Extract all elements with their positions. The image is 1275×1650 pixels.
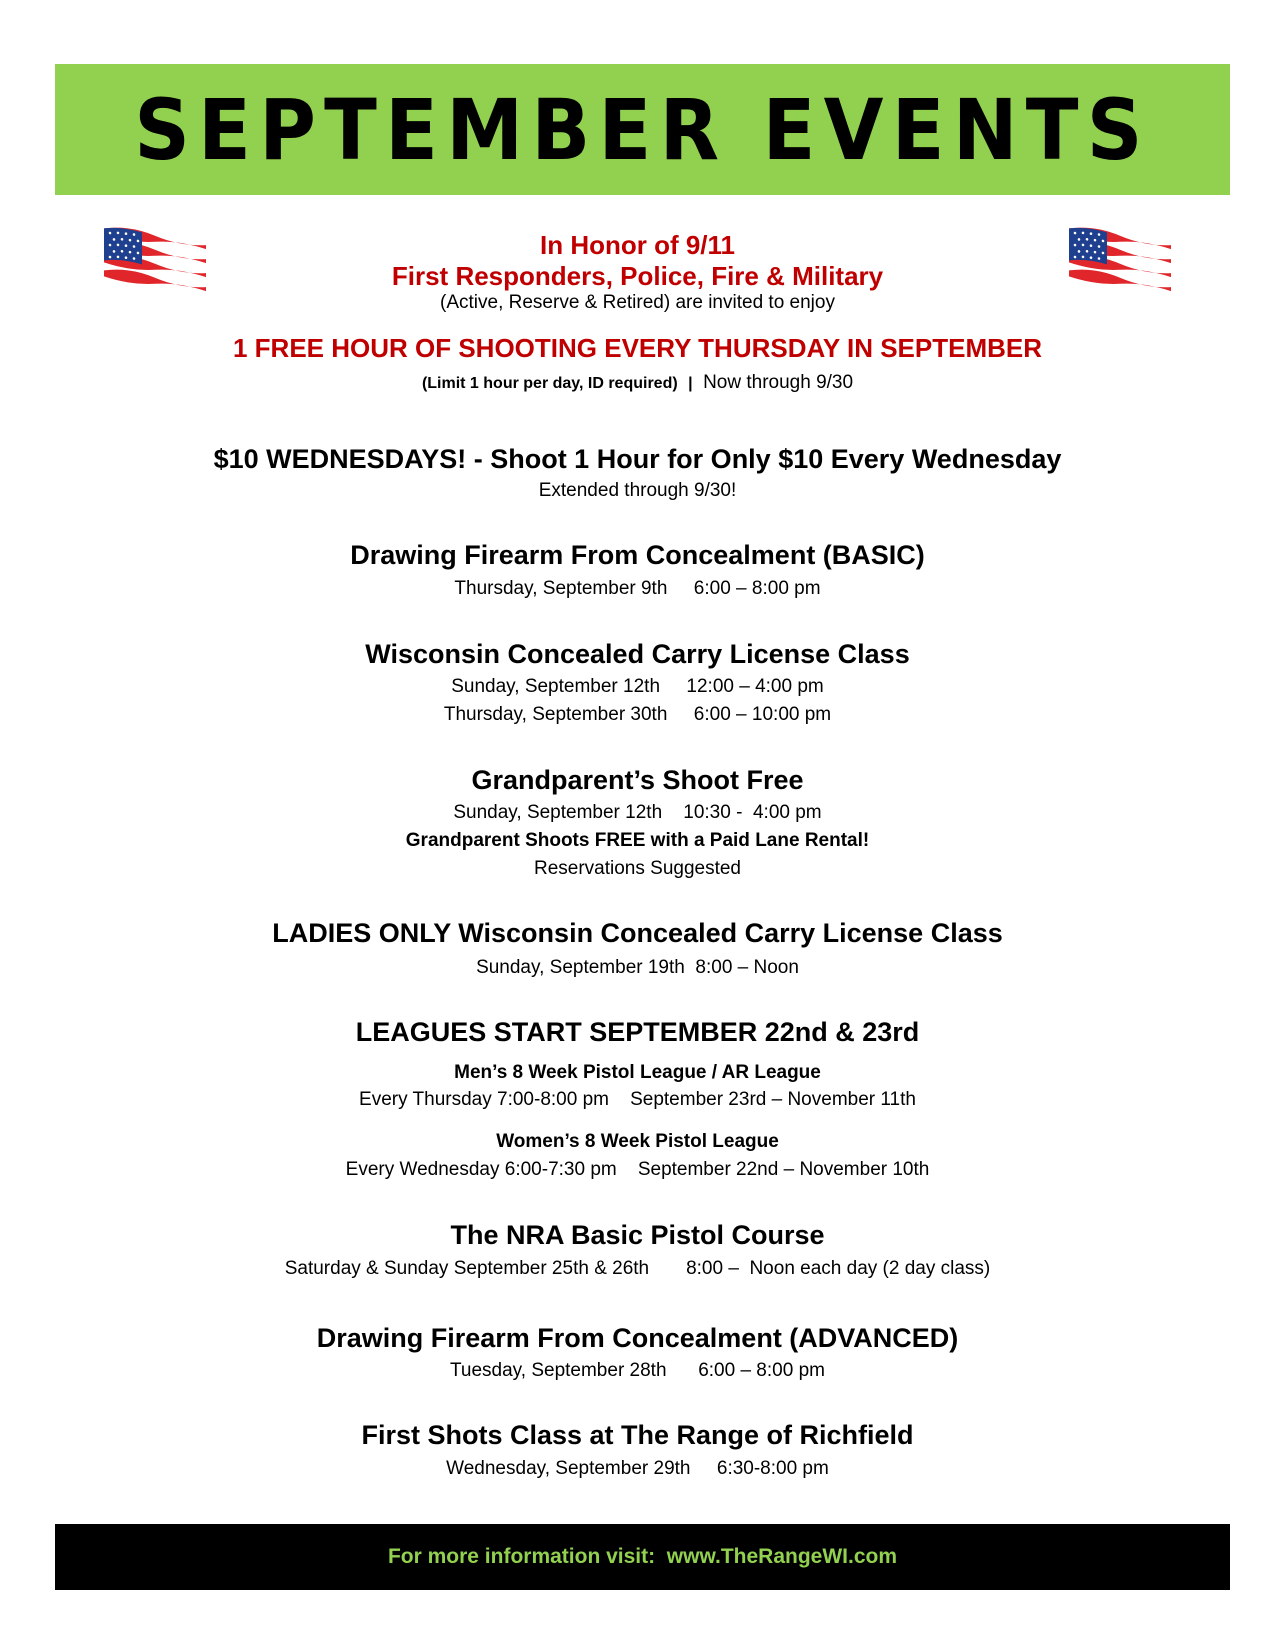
event-title: LADIES ONLY Wisconsin Concealed Carry License Class — [272, 918, 1003, 948]
event-title: First Shots Class at The Range of Richfield — [361, 1420, 914, 1450]
offer-separator: | — [688, 375, 693, 392]
footer-bar — [55, 1524, 1230, 1590]
honor-heading: In Honor of 9/11 — [539, 230, 736, 260]
offer-through: Now through 9/30 — [703, 372, 854, 393]
league-schedule: Every Thursday 7:00-8:00 pm September 23rd – November 11th — [359, 1089, 916, 1110]
header-banner — [55, 64, 1230, 195]
event-highlight: Grandparent Shoots FREE with a Paid Lane Rental! — [405, 830, 870, 851]
honor-recipients: First Responders, Police, Fire & Military — [391, 261, 884, 291]
event-detail: Thursday, September 30th 6:00 – 10:00 pm — [443, 704, 832, 725]
event-detail: Extended through 9/30! — [538, 480, 737, 501]
event-title: Drawing Firearm From Concealment (ADVANCED) — [316, 1323, 959, 1353]
event-title: The NRA Basic Pistol Course — [450, 1220, 825, 1250]
event-detail: Thursday, September 9th 6:00 – 8:00 pm — [454, 578, 821, 599]
event-detail: Tuesday, September 28th 6:00 – 8:00 pm — [450, 1360, 825, 1381]
offer-terms — [0, 372, 1275, 394]
event-detail: Sunday, September 19th 8:00 – Noon — [476, 957, 799, 978]
event-title: Wisconsin Concealed Carry License Class — [365, 639, 910, 669]
league-schedule: Every Wednesday 6:00-7:30 pm September 22nd – November 10th — [345, 1159, 930, 1180]
honor-invitation: (Active, Reserve & Retired) are invited to enjoy — [440, 292, 835, 313]
event-title: LEAGUES START SEPTEMBER 22nd & 23rd — [355, 1017, 920, 1047]
league-name: Women’s 8 Week Pistol League — [496, 1131, 779, 1152]
offer-limit: (Limit 1 hour per day, ID required) — [421, 375, 678, 392]
event-detail: Sunday, September 12th 12:00 – 4:00 pm — [451, 676, 824, 697]
league-name: Men’s 8 Week Pistol League / AR League — [454, 1062, 821, 1083]
event-detail: Saturday & Sunday September 25th & 26th 8:00 – Noon each day (2 day class) — [284, 1258, 991, 1279]
page-title: SEPTEMBER EVENTS — [134, 80, 1151, 179]
event-note: Reservations Suggested — [533, 858, 741, 879]
event-detail: Wednesday, September 29th 6:30-8:00 pm — [446, 1458, 829, 1479]
free-hour-offer: 1 FREE HOUR OF SHOOTING EVERY THURSDAY IN SEPTEMBER — [232, 333, 1043, 363]
event-detail: Sunday, September 12th 10:30 - 4:00 pm — [453, 802, 822, 823]
event-title: $10 WEDNESDAYS! - Shoot 1 Hour for Only $10 Every Wednesday — [213, 444, 1062, 474]
event-title: Grandparent’s Shoot Free — [471, 765, 804, 795]
event-title: Drawing Firearm From Concealment (BASIC) — [350, 540, 925, 570]
footer-website-link[interactable]: For more information visit: www.TheRangeWI.com — [387, 1545, 898, 1568]
